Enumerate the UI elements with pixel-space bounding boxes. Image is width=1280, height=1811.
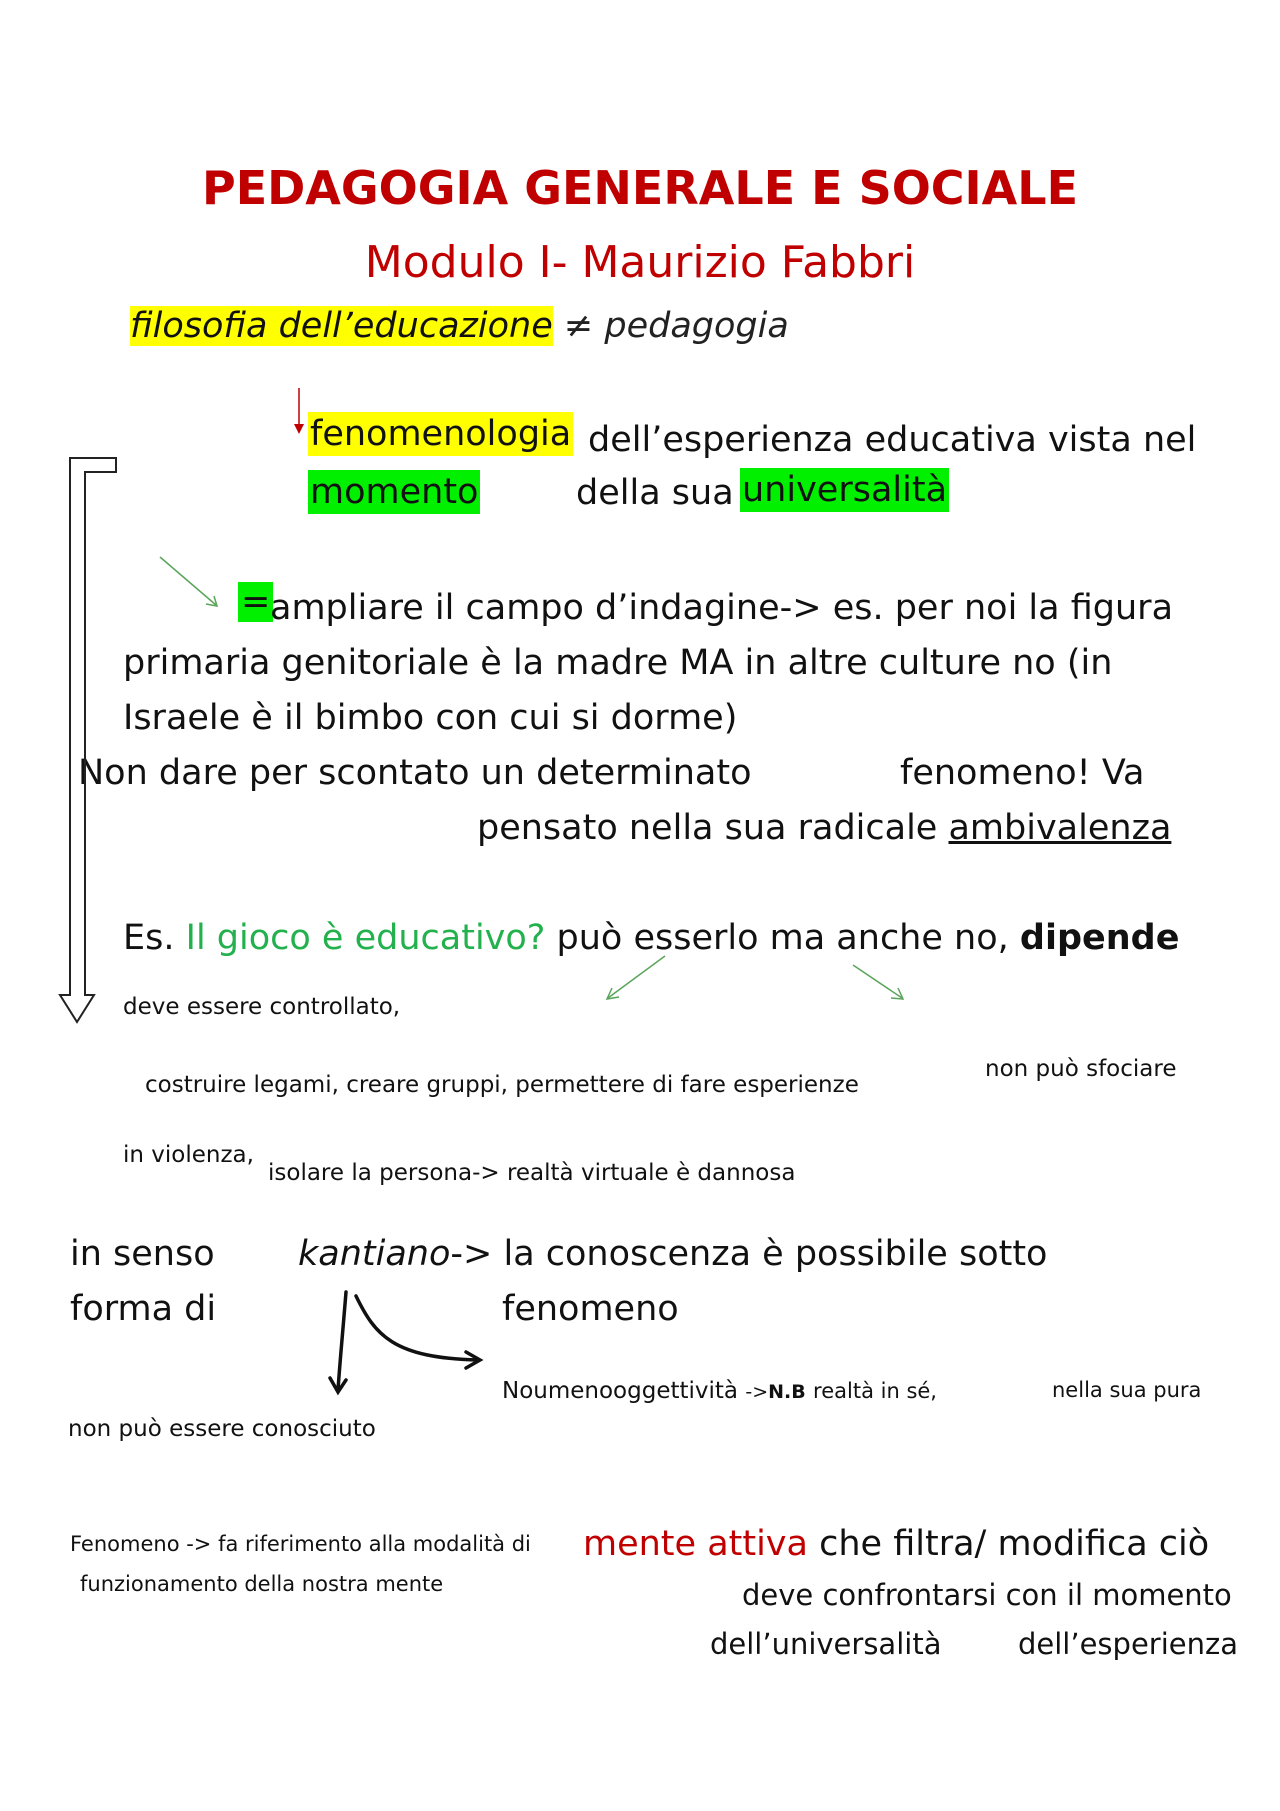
equals-line3: Israele è il bimbo con cui si dorme) [123,698,738,738]
kant-phenomenon: fenomeno [502,1289,679,1329]
page-subtitle: Modulo I- Maurizio Fabbri [364,237,916,288]
note-isolate: isolare la persona-> realtà virtuale è dannosa [268,1160,796,1186]
kant-arrow: -> [745,1381,769,1403]
kant-unknowable: non può essere conosciuto [68,1416,376,1442]
hand-drawn-curve-arrow-icon [356,1296,480,1368]
hollow-down-arrow-icon [60,458,116,1022]
game-answer: può esserlo ma anche no, [556,918,1009,958]
note-cannot: non può sfociare [985,1056,1177,1082]
page-title: PEDAGOGIA GENERALE E SOCIALE [201,161,1079,215]
kant-reality: realtà in sé, [813,1379,937,1403]
note-build: costruire legami, creare gruppi, permettere di fare esperienze [145,1072,859,1098]
game-depends: dipende [1019,918,1180,958]
philosophy-rest: ≠ pedagogia [563,306,789,346]
kant-noumenon: Noumenooggettività [502,1378,739,1404]
kant-nb: N.B [768,1381,806,1403]
not-given-left: Non dare per scontato un determinato [78,753,752,793]
kant-form-of: forma di [70,1289,217,1329]
kant-knowledge: -> la conoscenza è possibile sotto [450,1234,1048,1274]
mind-universality: dell’universalità [710,1627,942,1661]
equals-line2: primaria genitoriale è la madre MA in altre culture no (in [123,643,1113,683]
phenomenology-rest: dell’esperienza educativa vista nel [588,420,1197,460]
mind-phenomenon-line2: funzionamento della nostra mente [80,1572,444,1596]
phenomenology-term: fenomenologia [308,412,573,456]
mind-phenomenon-line1: Fenomeno -> fa riferimento alla modalità di [70,1532,531,1556]
of-its-text: della sua [576,473,734,513]
not-given-line2-prefix: pensato nella sua radicale [477,808,938,848]
universality-term: universalità [740,468,949,512]
mind-active: mente attiva [583,1524,808,1564]
green-arrow-to-equals-icon [160,557,217,606]
kant-pure: nella sua pura [1052,1378,1202,1402]
mind-experience: dell’esperienza [1018,1627,1238,1661]
green-arrow-left-icon [607,956,665,999]
not-given-right: fenomeno! Va [900,753,1145,793]
equals-symbol: = [238,582,273,622]
red-down-arrow-icon [294,388,304,434]
green-arrow-right-icon [853,965,903,999]
equals-line1: ampliare il campo d’indagine-> es. per noi la figura [270,588,1174,628]
kant-in-sense: in senso [70,1234,215,1274]
game-es: Es. [123,918,175,958]
ambivalence-word: ambivalenza [948,808,1172,848]
mind-confront: deve confrontarsi con il momento [742,1578,1232,1612]
game-question: Il gioco è educativo? [185,918,546,958]
note-controlled: deve essere controllato, [123,994,401,1020]
mind-filters: che filtra/ modifica ciò [819,1524,1210,1564]
kant-kantian: kantiano [298,1234,451,1274]
philosophy-term: filosofia dell’educazione [130,306,553,346]
note-violence: in violenza, [123,1142,254,1168]
hand-drawn-down-arrow-icon [330,1292,346,1392]
moment-term: momento [308,470,480,514]
